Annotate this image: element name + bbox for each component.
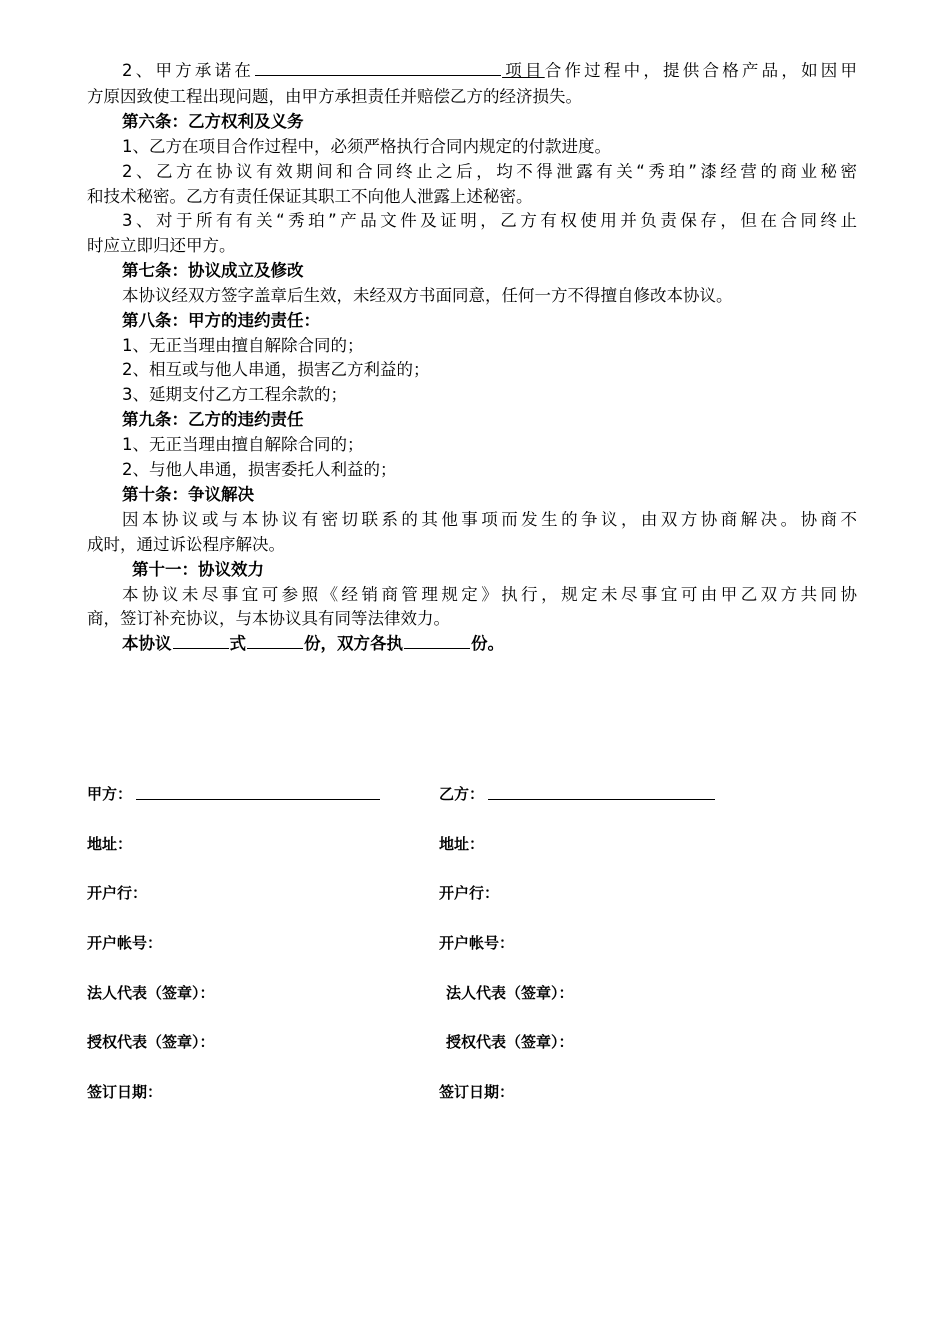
clause5-item2-prefix: 2、甲方承诺在: [122, 61, 255, 80]
party-b-legal-rep-label: 法人代表（签章）：: [446, 984, 574, 1002]
clause8-item: 3、延期支付乙方工程余款的；: [122, 385, 347, 404]
clause9-item: 1、无正当理由擅自解除合同的；: [122, 435, 364, 454]
party-b-account-label: 开户帐号：: [439, 934, 515, 952]
clause5-item2-suffix: 合作过程中，提供合格产品，如因甲: [544, 61, 858, 80]
copies-line: [122, 631, 857, 656]
copies-count-blank[interactable]: [173, 631, 229, 649]
copies-each-blank[interactable]: [404, 631, 470, 649]
party-a-auth-rep-label: 授权代表（签章）：: [87, 1033, 215, 1051]
party-b-address-label: 地址：: [439, 835, 485, 853]
clause8-item: 1、无正当理由擅自解除合同的；: [122, 336, 364, 355]
party-a-account-label: 开户帐号：: [87, 934, 163, 952]
party-a-name-field[interactable]: [136, 799, 380, 800]
party-a-legal-rep-label: 法人代表（签章）：: [87, 984, 215, 1002]
clause5-item2-line2: 方原因致使工程出现问题，由甲方承担责任并赔偿乙方的经济损失。: [87, 87, 582, 106]
clause11-heading: 第十一：协议效力: [132, 560, 264, 579]
clause9-item: 2、与他人串通，损害委托人利益的；: [122, 460, 397, 479]
clause8-heading: 第八条：甲方的违约责任：: [122, 311, 320, 330]
clause9-heading: 第九条：乙方的违约责任: [122, 410, 304, 429]
clause5-item2-line1: [122, 58, 857, 83]
party-b-name-field[interactable]: [488, 799, 715, 800]
clause11-line1: 本协议未尽事宜可参照《经销商管理规定》执行，规定未尽事宜可由甲乙双方共同协: [122, 585, 857, 604]
party-a-name-label: 甲方：: [87, 785, 133, 803]
party-a-date-label: 签订日期：: [87, 1083, 163, 1101]
copies-total-blank[interactable]: [247, 631, 303, 649]
party-b-name-label: 乙方：: [439, 785, 485, 803]
clause10-heading: 第十条：争议解决: [122, 485, 254, 504]
project-name-blank[interactable]: [255, 58, 501, 76]
clause5-item2-underlined: 项目: [502, 61, 545, 80]
clause10-line2: 成时，通过诉讼程序解决。: [87, 535, 285, 554]
copies-part4: 份。: [471, 634, 504, 653]
clause6-item3-line1: 3、对于所有有关“秀珀”产品文件及证明，乙方有权使用并负责保存，但在合同终止: [122, 211, 857, 230]
clause6-heading: 第六条：乙方权利及义务: [122, 112, 304, 131]
party-a-address-label: 地址：: [87, 835, 133, 853]
clause6-item3-line2: 时应立即归还甲方。: [87, 236, 236, 255]
party-b-date-label: 签订日期：: [439, 1083, 515, 1101]
clause7-text: 本协议经双方签字盖章后生效，未经双方书面同意，任何一方不得擅自修改本协议。: [122, 286, 733, 305]
clause7-heading: 第七条：协议成立及修改: [122, 261, 304, 280]
clause6-item2-line1: 2、乙方在协议有效期间和合同终止之后，均不得泄露有关“秀珀”漆经营的商业秘密: [122, 162, 857, 181]
copies-part1: 本协议: [122, 634, 172, 653]
clause8-item: 2、相互或与他人串通，损害乙方利益的；: [122, 360, 430, 379]
party-b-bank-label: 开户行：: [439, 884, 500, 902]
clause6-item2-line2: 和技术秘密。乙方有责任保证其职工不向他人泄露上述秘密。: [87, 187, 533, 206]
party-a-bank-label: 开户行：: [87, 884, 148, 902]
copies-part3: 份，双方各执: [304, 634, 403, 653]
party-b-auth-rep-label: 授权代表（签章）：: [446, 1033, 574, 1051]
clause10-line1: 因本协议或与本协议有密切联系的其他事项而发生的争议，由双方协商解决。协商不: [122, 510, 857, 529]
clause11-line2: 商，签订补充协议，与本协议具有同等法律效力。: [87, 609, 450, 628]
copies-part2: 式: [229, 634, 246, 653]
clause6-item1: 1、乙方在项目合作过程中，必须严格执行合同内规定的付款进度。: [122, 137, 611, 156]
